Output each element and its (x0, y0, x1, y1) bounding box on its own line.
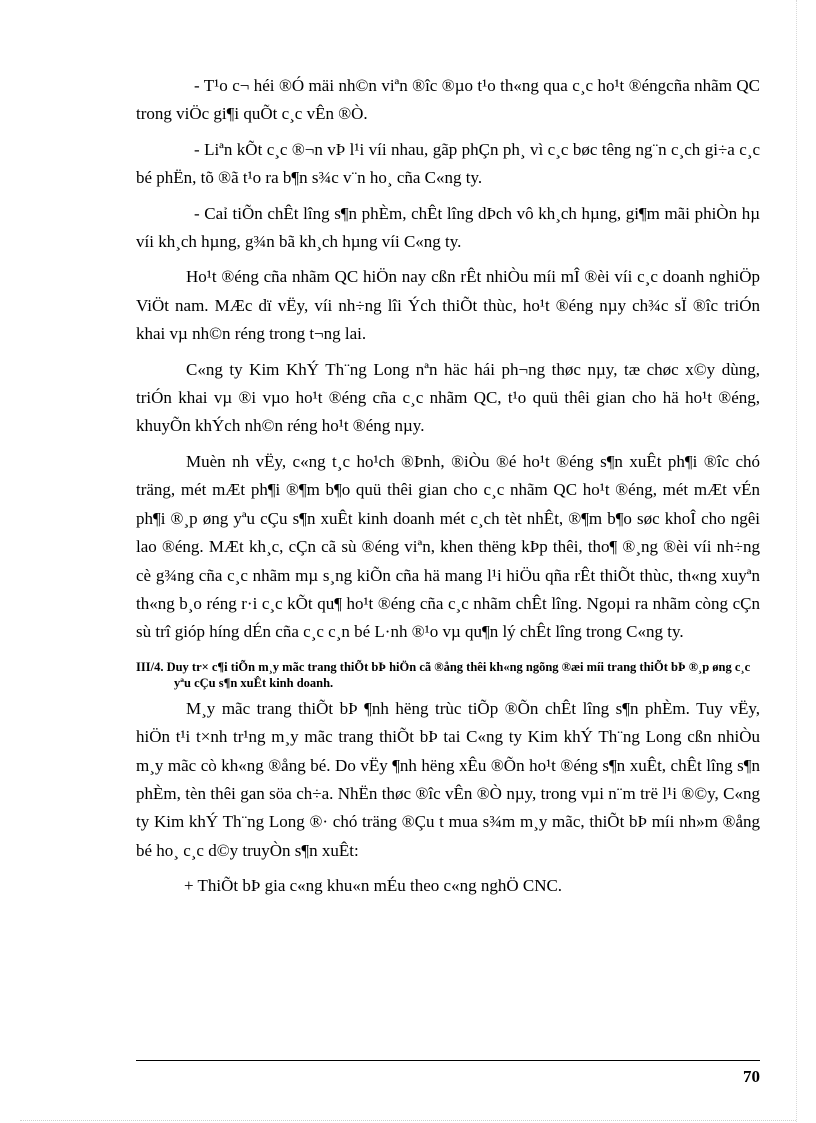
page-number: 70 (743, 1067, 760, 1086)
body-paragraph-3: Muèn nh vËy, c«ng t¸c ho¹ch ®Þnh, ®iÒu ®é ho¹t ®éng s¶n xuÊt ph¶i ®îc chó träng, mét mÆt ph¶i ®¶m b¶o quü thêi gian cho c¸c nhãm QC ho¹t ®éng, mét mÆt vÉn ph¶i ®¸p øng yªu cÇu s¶n xuÊt kinh doanh mét c¸ch tèt nhÊt, ®¶m b¶o søc khoÎ cho ngêi lao ®éng. MÆt kh¸c, cÇn cã sù ®éng viªn, khen thëng kÞp thêi, tho¶ ®¸ng ®èi víi nh÷ng cè g¾ng cña c¸c nhãm mµ s¸ng kiÕn cña hä mang l¹i hiÖu qña rÊt thiÕt thùc, th«ng xuyªn th«ng b¸o réng r·i c¸c kÕt qu¶ ho¹t ®éng cña c¸c nhãm chÊt lîng. Ngoµi ra nhãm còng cÇn sù trî gióp híng dÉn cña c¸c c¸n bé L·nh ®¹o vµ qu¶n lý chÊt lîng trong C«ng ty. (136, 451, 760, 642)
page-edge-right (796, 0, 797, 1122)
list-item-1: + ThiÕt bÞ gia c«ng khu«n mÉu theo c«ng nghÖ CNC. (184, 876, 563, 896)
bullet-paragraph-3: - Caỉ tiÕn chÊt lîng s¶n phÈm, chÊt lîng dÞch vô kh¸ch hµng, gi¶m mãi phiÒn hµ víi kh¸ch hµng, g¾n bã kh¸ch hµng víi C«ng ty. (136, 203, 760, 252)
body-paragraph-1: Ho¹t ®éng cña nhãm QC hiÖn nay cßn rÊt nhiÒu míi mÎ ®èi víi c¸c doanh nghiÖp ViÖt nam. MÆc dï vËy, víi nh÷ng lîi Ých thiÕt thùc, ho¹t ®éng nµy ch¾c sÏ ®îc triÓn khai vµ nh©n réng trong t¬ng lai. (136, 267, 760, 344)
footer-rule (136, 1060, 760, 1061)
page-edge-bottom (20, 1120, 796, 1121)
section-heading: III/4. Duy tr× c¶i tiÕn m¸y mãc trang thiÕt bÞ hiÖn cã ®ång thêi kh«ng ngõng ®æi míi trang thiÕt bÞ ®¸p øng c¸c yªu cÇu s¶n xuÊt kinh doanh. (136, 659, 751, 690)
bullet-paragraph-2: - Liªn kÕt c¸c ®¬n vÞ l¹i víi nhau, gãp phÇn ph¸ vì c¸c bøc têng ng¨n c¸ch gi÷a c¸c bé phËn, tõ ®ã t¹o ra b¶n s¾c v¨n ho¸ cña C«ng ty. (136, 139, 760, 188)
bullet-paragraph-1: - T¹o c¬ héi ®Ó mäi nh©n viªn ®îc ®µo t¹o th«ng qua c¸c ho¹t ®éngcña nhãm QC trong viÖc gi¶i quÕt c¸c vÊn ®Ò. (136, 76, 760, 124)
document-body (136, 72, 760, 908)
body-paragraph-4: M¸y mãc trang thiÕt bÞ ¶nh hëng trùc tiÕp ®Õn chÊt lîng s¶n phÈm. Tuy vËy, hiÖn t¹i t×nh tr¹ng m¸y mãc trang thiÕt bÞ tai C«ng ty Kim khÝ Th¨ng Long cßn nhiÒu m¸y mãc cò kh«ng ®ång bé. Do vËy ¶nh hëng xÊu ®Õn ho¹t ®éng s¶n xuÊt, chÊt lîng s¶n phÈm, tèn thêi gan söa ch÷a. NhËn thøc ®îc vÊn ®Ò nµy, trong vµi n¨m trë l¹i ®©y, C«ng ty Kim khÝ Th¨ng Long ®· chó träng ®Çu t mua s¾m m¸y mãc, thiÕt bÞ míi nh»m ®ång bé ho¸ c¸c d©y truyÒn s¶n xuÊt: (136, 698, 760, 860)
body-paragraph-2: C«ng ty Kim KhÝ Th¨ng Long nªn häc hái ph¬ng thøc nµy, tæ chøc x©y dùng, triÓn khai vµ ®i vµo ho¹t ®éng cña c¸c nhãm QC, t¹o quü thêi gian cho hä ho¹t ®éng, khuyÕn khÝch nh©n réng ho¹t ®éng nµy. (136, 359, 760, 436)
